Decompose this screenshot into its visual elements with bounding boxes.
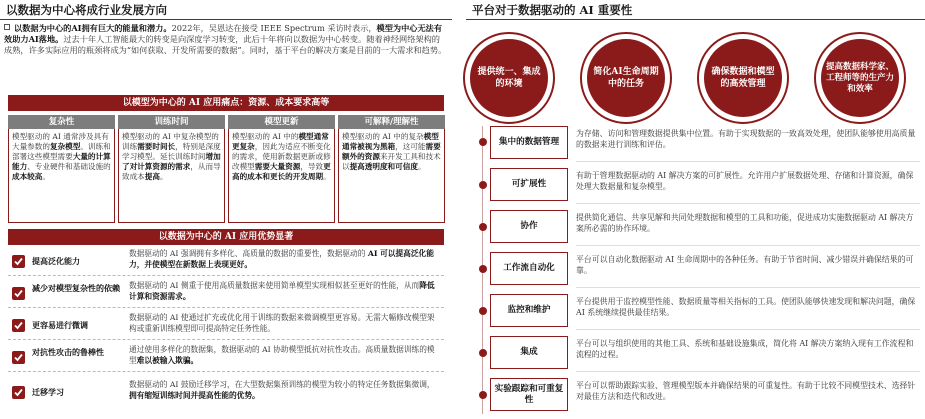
- advantage-text: 数据驱动的 AI 侧重于使用高质量数据来使用简单模型实现相似甚至更好的性能，从而降低计算和资源需求。: [129, 281, 435, 301]
- platform-row-text: 平台可以与组织使用的其他工具、系统和基础设施集成，简化将 AI 解决方案纳入现有工作流程和流程的过程。: [576, 339, 914, 359]
- benefit-circle-text: 简化AI生命周期中的任务: [587, 39, 665, 117]
- platform-row-workflow-automation: [490, 252, 920, 285]
- platform-row-label: 可扩展性: [490, 168, 568, 201]
- pain-column-label: 复杂性: [8, 115, 115, 129]
- checkmark-icon: [12, 319, 25, 332]
- platform-row-text: 有助于管理数据驱动的 AI 解决方案的可扩展性。允许用户扩展数据处理、存储和计算资源，确保处理大数据量和复杂模型。: [576, 171, 914, 191]
- pain-column-label: 训练时间: [118, 115, 225, 129]
- advantage-label: 更容易进行微调: [32, 320, 88, 330]
- intro-part4: 过去十年人工智能最大的转变是向深度学习转变，此后十年将向以数据为中心转变。随着神经网络架构的成熟，许多实际应用的瓶颈将成为“如何获取、开发所需要的数据”。同时，基于平台的解决方案是目前的一大需求和趋势。: [4, 34, 447, 55]
- advantage-label: 迁移学习: [32, 387, 64, 397]
- pain-column-model-update: [228, 115, 335, 223]
- benefit-circle-text: 提供统一、集成的环境: [470, 39, 548, 117]
- row-divider: [576, 287, 920, 288]
- advantage-item-generalization: [8, 247, 444, 276]
- row-divider: [576, 161, 920, 162]
- pain-column-label: 可解释/理解性: [338, 115, 445, 129]
- platform-row-label: 监控和维护: [490, 294, 568, 327]
- intro-emphasis: 模型为中心无法有效助力AI落地。: [4, 23, 443, 44]
- timeline-dot: [479, 265, 487, 273]
- benefit-circle-unified-env: [463, 32, 555, 124]
- platform-row-text: 平台提供用于监控模型性能、数据质量等相关指标的工具。使团队能够快速发现和解决问题，确保 AI 系统继续提供最佳结果。: [576, 297, 916, 317]
- advantage-label: 提高泛化能力: [32, 256, 80, 266]
- platform-row-text: 平台可以帮助跟踪实验、管理模型版本并确保结果的可重复性。有助于比较不同模型技术、选择针对最佳方法和迭代和改进。: [576, 381, 916, 401]
- platform-row-label: 协作: [490, 210, 568, 243]
- timeline-dot: [479, 138, 487, 146]
- benefit-circle-text: 提高数据科学家、工程师等的生产力和效率: [821, 39, 899, 117]
- row-divider: [576, 371, 920, 372]
- timeline-dot: [479, 349, 487, 357]
- checkmark-icon: [12, 351, 25, 364]
- bullet-square-icon: [4, 24, 10, 30]
- platform-row-text: 提供简化通信、共享见解和共同处理数据和模型的工具和功能，促进成功实施数据驱动 AI 解决方案所必需的协作环境。: [576, 213, 914, 233]
- timeline-dot: [479, 223, 487, 231]
- pain-column-text: 模型驱动的 AI 中复杂模型的训练需要时间长，特别是深度学习模型。延长训练时间增加了对计算资源的需求，从而导致成本提高。: [118, 129, 225, 223]
- platform-row-experiment-tracking: [490, 378, 920, 411]
- pain-column-text: 模型驱动的 AI 中的复杂模型通常被视为黑箱，这可能需要额外的资源来开发工具和技术以提高透明度和可信度。: [338, 129, 445, 223]
- platform-row-data-management: [490, 126, 920, 159]
- pain-column-text: 模型驱动的 AI 通常涉及具有大量参数的复杂模型。训练和部署这些模型需要大量的计算能力、专业硬件和基础设施的成本较高。: [8, 129, 115, 223]
- intro-part2: 2022年，吴恩达在接受 IEEE Spectrum 采访时表示，: [171, 23, 377, 33]
- checkmark-icon: [12, 287, 25, 300]
- pain-column-explainability: [338, 115, 445, 223]
- pain-column-training-time: [118, 115, 225, 223]
- checkmark-icon: [12, 255, 25, 268]
- pain-column-text: 模型驱动的 AI 中的模型通常更复杂，因此为适应不断变化的需求，使用新数据更新或修改模型需要大量资源，导致更高的成本和更长的开发周期。: [228, 129, 335, 223]
- intro-lead: 以数据为中心的AI拥有巨大的能量和潜力。: [14, 23, 172, 33]
- advantages-bar: 以数据为中心的 AI 应用优势显著: [8, 229, 444, 245]
- advantage-text: 数据驱动的 AI 强调拥有多样化、高质量的数据的重要性，数据驱动的 AI 可以提高泛化能力，并使模型在新数据上表现更好。: [129, 249, 434, 269]
- intro-paragraph: [4, 23, 448, 56]
- platform-row-label: 集中的数据管理: [490, 126, 568, 159]
- platform-row-integration: [490, 336, 920, 369]
- row-divider: [576, 329, 920, 330]
- advantage-label: 减少对模型复杂性的依赖: [32, 283, 120, 293]
- platform-row-label: 实验跟踪和可重复性: [490, 378, 568, 411]
- advantage-item-transfer-learning: [8, 378, 444, 407]
- platform-row-label: 集成: [490, 336, 568, 369]
- platform-row-monitoring: [490, 294, 920, 327]
- advantage-text: 通过使用多样化的数据集，数据驱动的 AI 协助模型抵抗对抗性攻击。高质量数据训练的模型难以被输入欺骗。: [129, 345, 435, 365]
- right-section-title: 平台对于数据驱动的 AI 重要性: [472, 3, 633, 17]
- advantage-text: 数据驱动的 AI 鼓励迁移学习，在大型数据集预训练的模型为较小的特定任务数据集微调，拥有缩短训练时间并提高性能的优势。: [129, 380, 435, 400]
- pain-points-bar: 以模型为中心的 AI 应用痛点：资源、成本要求高等: [8, 95, 444, 111]
- advantage-label: 对抗性攻击的鲁棒性: [32, 347, 104, 357]
- advantage-item-robustness: [8, 343, 444, 372]
- left-section-header: [0, 0, 452, 20]
- timeline-dot: [479, 391, 487, 399]
- advantage-item-less-complexity: [8, 279, 444, 308]
- advantage-text: 数据驱动的 AI 使通过扩充或优化用于训练的数据来微调模型更容易。无需大幅修改模型架构或重新训练模型即可提高特定任务性能。: [129, 313, 435, 333]
- platform-row-collaboration: [490, 210, 920, 243]
- benefit-circle-efficient-management: [697, 32, 789, 124]
- timeline-dot: [479, 181, 487, 189]
- row-divider: [576, 203, 920, 204]
- benefit-circle-productivity: [814, 32, 906, 124]
- timeline-rail: [478, 126, 488, 414]
- row-divider: [576, 245, 920, 246]
- benefit-circle-simplify-tasks: [580, 32, 672, 124]
- left-section-title: 以数据为中心将成行业发展方向: [6, 3, 167, 17]
- platform-row-scalability: [490, 168, 920, 201]
- platform-row-text: 为存储、访问和管理数据提供集中位置。有助于实现数据的一致高效处理，使团队能够使用高质量的数据来进行训练和评估。: [576, 129, 916, 149]
- platform-row-text: 平台可以自动化数据驱动 AI 生命周期中的各种任务。有助于节省时间、减少错误并确保结果的可靠。: [576, 255, 914, 275]
- benefit-circle-text: 确保数据和模型的高效管理: [704, 39, 782, 117]
- advantage-item-fine-tuning: [8, 311, 444, 340]
- checkmark-icon: [12, 386, 25, 399]
- platform-row-label: 工作流自动化: [490, 252, 568, 285]
- timeline-dot: [479, 307, 487, 315]
- right-section-header: [466, 0, 925, 20]
- pain-column-complexity: [8, 115, 115, 223]
- pain-column-label: 模型更新: [228, 115, 335, 129]
